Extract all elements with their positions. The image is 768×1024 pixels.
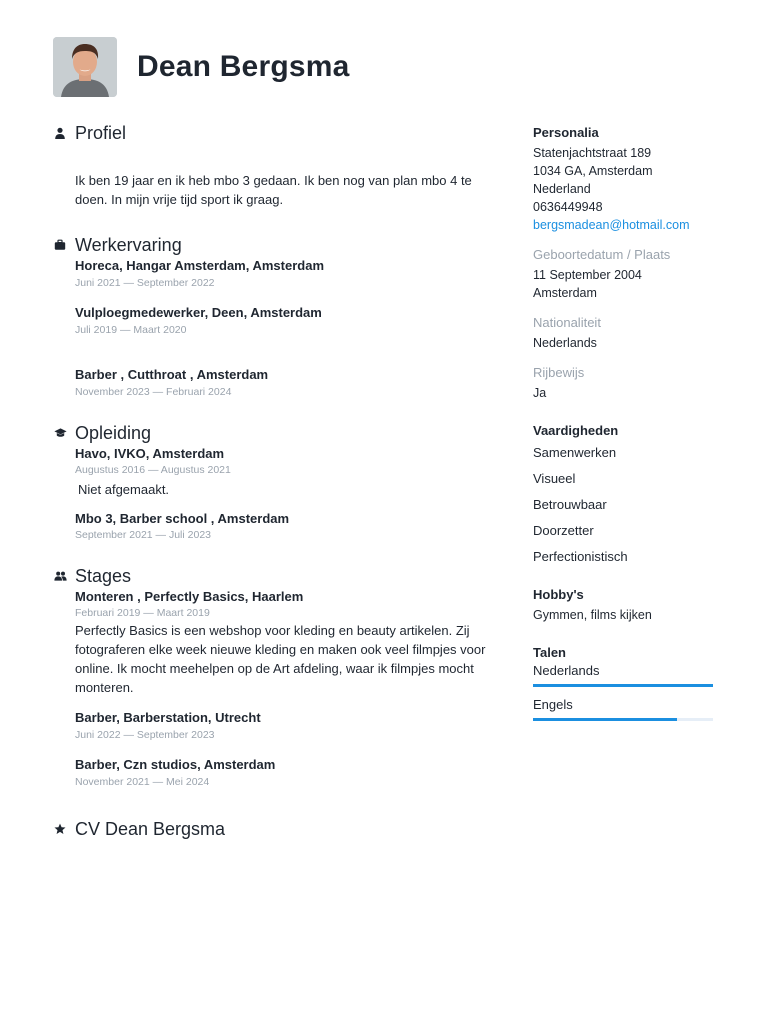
skills-list: [533, 440, 713, 570]
personal-street: Statenjachtstraat 189: [533, 146, 652, 160]
language-level-bar: [533, 684, 713, 687]
section-education-title: Opleiding: [75, 422, 152, 443]
work-list: [75, 257, 505, 399]
personal-city: 1034 GA, Amsterdam: [533, 164, 653, 178]
birth-date: 11 September 2004: [533, 268, 642, 282]
sidebar: [533, 124, 713, 721]
language-name: Nederlands: [533, 663, 600, 678]
education-list: [75, 445, 505, 542]
internship-item-date: Februari 2019 — Maart 2019: [75, 607, 210, 619]
internship-item-title: Barber, Czn studios, Amsterdam: [75, 757, 276, 772]
education-item: [75, 445, 505, 499]
personal-heading: Personalia: [533, 125, 599, 140]
person-icon: [53, 126, 67, 140]
work-item-title: Barber , Cutthroat , Amsterdam: [75, 367, 269, 382]
section-internships-heading: [53, 564, 505, 588]
internship-item-date: November 2021 — Mei 2024: [75, 776, 210, 788]
work-item: [75, 366, 505, 399]
nationality-value: Nederlands: [533, 336, 597, 350]
language-level-bar: [533, 718, 713, 721]
license-value: Ja: [533, 386, 547, 400]
internship-item: [75, 756, 505, 789]
section-education-heading: [53, 421, 505, 445]
education-item-title: Mbo 3, Barber school , Amsterdam: [75, 511, 290, 526]
language-level-fill: [533, 718, 677, 721]
people-icon: [53, 569, 67, 583]
birth-place: Amsterdam: [533, 286, 597, 300]
education-item-date: Augustus 2016 — Augustus 2021: [75, 464, 231, 476]
birth-label: Geboortedatum / Plaats: [533, 247, 671, 262]
avatar-photo: [53, 37, 117, 97]
work-item-title: Vulploegmedewerker, Deen, Amsterdam: [75, 305, 322, 320]
language-item: [533, 696, 713, 721]
internship-item: [75, 709, 505, 742]
skill-item: Perfectionistisch: [533, 549, 628, 564]
section-work-title: Werkervaring: [75, 234, 182, 255]
section-profile-heading: [53, 121, 505, 145]
skills-heading: Vaardigheden: [533, 423, 619, 438]
graduation-cap-icon: [53, 426, 67, 440]
section-profile-title: Profiel: [75, 122, 127, 143]
hobbies-heading: Hobby's: [533, 587, 584, 602]
email-link[interactable]: bergsmadean@hotmail.com: [533, 218, 690, 232]
education-item-text: Niet afgemaakt.: [78, 482, 170, 497]
education-item: [75, 510, 505, 542]
profile-text: Ik ben 19 jaar en ik heb mbo 3 gedaan. Ik ben nog van plan mbo 4 te doen. In mijn vrije tijd sport ik graag.: [75, 173, 472, 207]
skill-item: Visueel: [533, 471, 576, 486]
section-cv-heading: [53, 817, 505, 841]
language-name: Engels: [533, 697, 573, 712]
internship-item-text: Perfectly Basics is een webshop voor kleding en beauty artikelen. Zij fotograferen elke week nieuwe kleding en maken ook veel filmpjes voor online. Ik mocht meehelpen op de Art afdeling, waar ik filmpjes mocht monteren.: [75, 623, 486, 695]
internship-item-title: Monteren , Perfectly Basics, Haarlem: [75, 589, 304, 604]
internship-item: [75, 588, 505, 697]
personal-phone: 0636449948: [533, 200, 603, 214]
skill-item: Samenwerken: [533, 445, 617, 460]
work-item-date: Juni 2021 — September 2022: [75, 277, 215, 289]
work-item-title: Horeca, Hangar Amsterdam, Amsterdam: [75, 258, 325, 273]
work-item: [75, 257, 505, 290]
nationality-label: Nationaliteit: [533, 315, 601, 330]
section-work-heading: [53, 233, 505, 257]
briefcase-icon: [53, 238, 67, 252]
section-internships-title: Stages: [75, 565, 132, 586]
skill-item: Betrouwbaar: [533, 497, 607, 512]
language-item: [533, 662, 713, 687]
internship-item-date: Juni 2022 — September 2023: [75, 729, 215, 741]
languages-heading: Talen: [533, 645, 566, 660]
personal-country: Nederland: [533, 182, 591, 196]
avatar: [53, 37, 117, 97]
internship-list: [75, 588, 505, 789]
education-item-date: September 2021 — Juli 2023: [75, 529, 212, 541]
star-icon: [53, 822, 67, 836]
work-item-date: November 2023 — Februari 2024: [75, 386, 232, 398]
section-cv-title: CV Dean Bergsma: [75, 818, 226, 839]
main-column: [53, 120, 505, 841]
license-label: Rijbewijs: [533, 365, 585, 380]
work-item: [75, 304, 505, 337]
work-item-date: Juli 2019 — Maart 2020: [75, 324, 187, 336]
internship-item-title: Barber, Barberstation, Utrecht: [75, 710, 261, 725]
header: [53, 37, 350, 97]
skill-item: Doorzetter: [533, 523, 594, 538]
education-item-title: Havo, IVKO, Amsterdam: [75, 446, 225, 461]
page-title: Dean Bergsma: [137, 50, 350, 83]
hobbies-text: Gymmen, films kijken: [533, 608, 652, 622]
language-level-fill: [533, 684, 713, 687]
